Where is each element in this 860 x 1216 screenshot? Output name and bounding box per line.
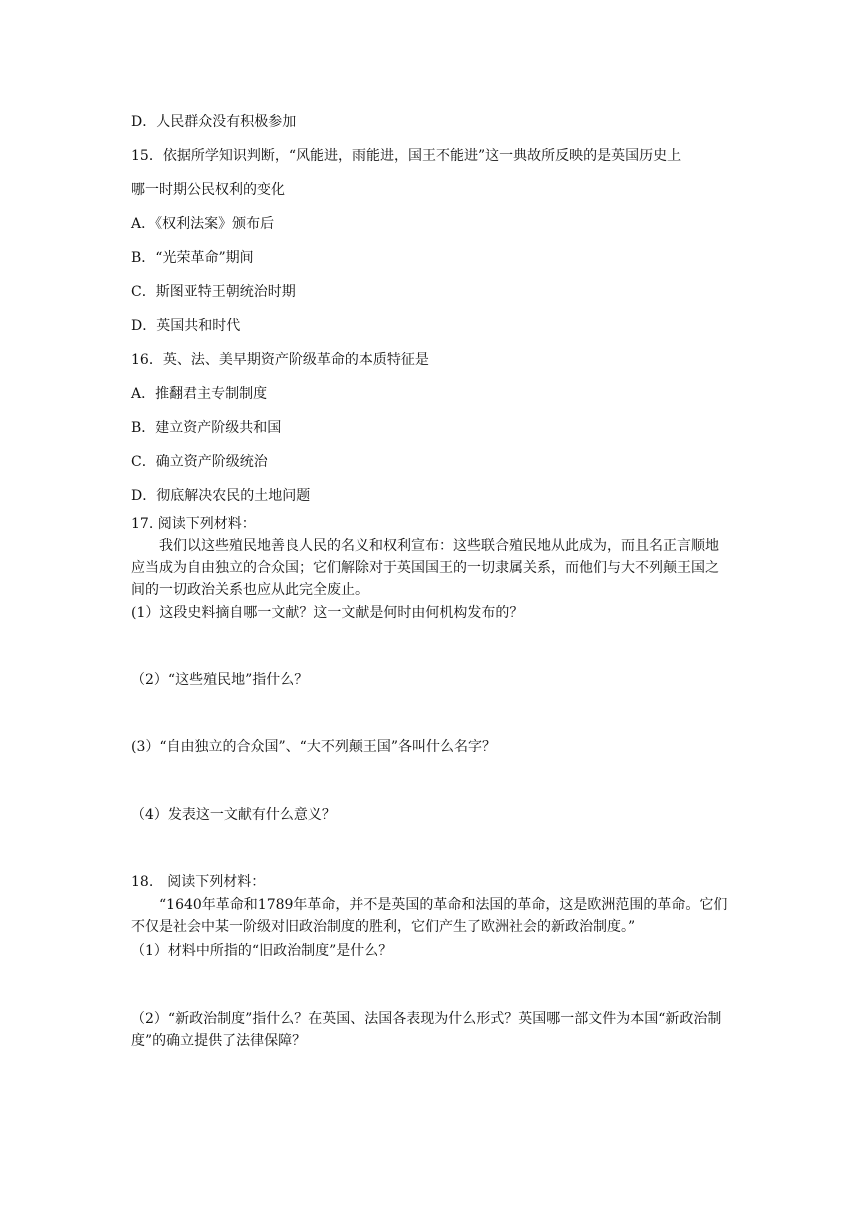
q18-heading: 18. 阅读下列材料：: [131, 874, 266, 890]
q17-question-2: （2）“这些殖民地”指什么？: [131, 672, 309, 688]
q16-option-b: B．建立资产阶级共和国: [131, 420, 282, 436]
q18-question-1: （1）材料中所指的“旧政治制度”是什么？: [131, 943, 393, 959]
q15-option-c: C．斯图亚特王朝统治时期: [131, 284, 296, 300]
q15-stem-line2: 哪一时期公民权利的变化: [131, 182, 285, 198]
q18-question-2: （2）“新政治制度”指什么？在英国、法国各表现为什么形式？英国哪一部文件为本国“新政治制度”的确立提供了法律保障？: [131, 1011, 722, 1049]
q18-material: “1640年革命和1789年革命，并不是英国的革命和法国的革命，这是欧洲范围的革命。它们不仅是社会中某一阶级对旧政治制度的胜利，它们产生了欧洲社会的新政治制度。”: [131, 897, 728, 935]
q17-question-3: (3）“自由独立的合众国”、“大不列颠王国”各叫什么名字？: [131, 739, 496, 755]
q15-option-a: A．《权利法案》颁布后: [131, 216, 275, 232]
q15-stem-line1: 15．依据所学知识判断，“风能进，雨能进，国王不能进”这一典故所反映的是英国历史上: [131, 148, 682, 164]
q17-question-1: (1）这段史料摘自哪一文献？这一文献是何时由何机构发布的？: [131, 605, 524, 621]
q17-question-4: （4）发表这一文献有什么意义？: [131, 807, 336, 823]
q16-option-d: D．彻底解决农民的土地问题: [131, 488, 311, 504]
q16-stem: 16．英、法、美早期资产阶级革命的本质特征是: [131, 352, 429, 368]
q14-option-d: D．人民群众没有积极参加: [131, 114, 297, 130]
q17-material: 我们以这些殖民地善良人民的名义和权利宣布：这些联合殖民地从此成为，而且名正言顺地应当成为自由独立的合众国；它们解除对于英国国王的一切隶属关系，而他们与大不列颠王国之间的一切政治关系也应从此完全废止。: [131, 538, 719, 598]
q15-option-d: D．英国共和时代: [131, 318, 241, 334]
q15-option-b: B．“光荣革命”期间: [131, 250, 254, 266]
q16-option-c: C．确立资产阶级统治: [131, 454, 268, 470]
q16-option-a: A．推翻君主专制制度: [131, 386, 268, 402]
q17-heading: 17. 阅读下列材料：: [131, 516, 256, 532]
